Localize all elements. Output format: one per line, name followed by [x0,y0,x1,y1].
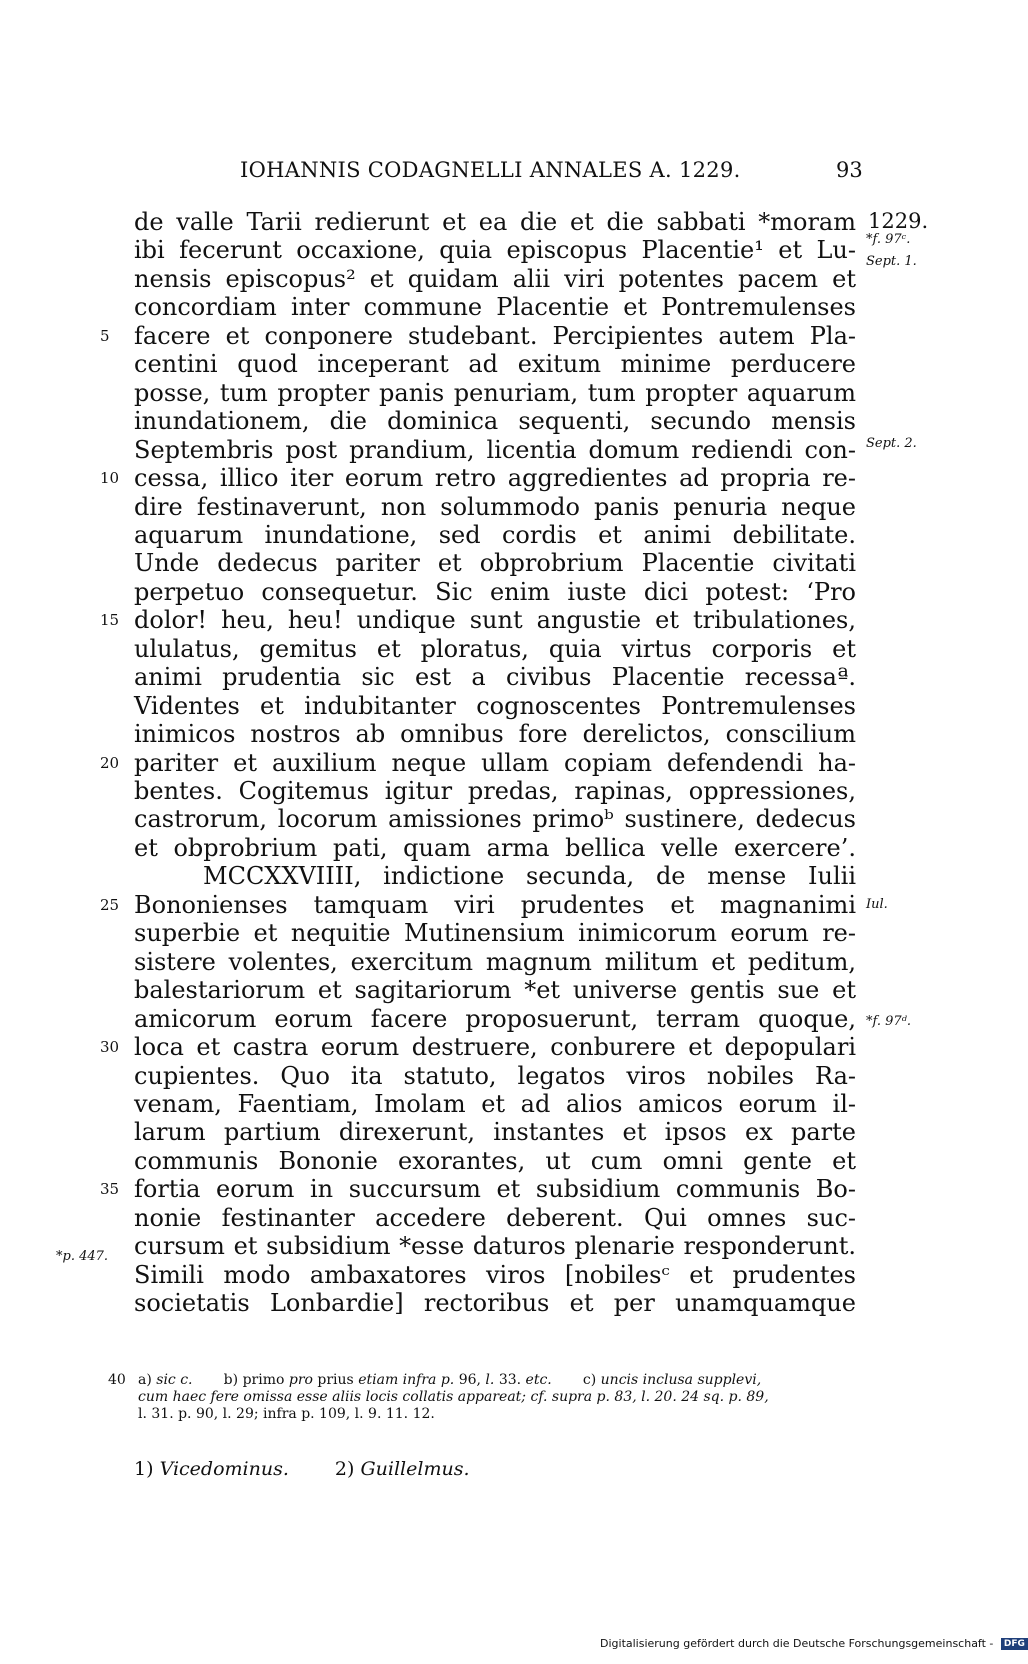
text-line: communis Bononie exorantes, ut cum omni gente et [134,1147,856,1175]
text-line: ibi fecerunt occaxione, quia episcopus Placentie¹ et Lu- [134,236,856,264]
text-line: castrorum, locorum amissiones primoᵇ sustinere, dedecus [134,805,856,833]
margin-note-sept-2: Sept. 2. [866,436,917,451]
author-notes [134,1458,510,1480]
footnote-b-etiam: etiam infra p. [358,1372,455,1388]
text-line: inimicos nostros ab omnibus fore derelictos, conscilium [134,720,856,748]
text-line: ululatus, gemitus et ploratus, quia virtus corporis et [134,635,856,663]
text-line: larum partium direxerunt, instantes et ipsos ex parte [134,1118,856,1146]
digitization-credit [600,1637,1025,1650]
footnote-c-continued: l. 31. p. 90, l. 29; infra p. 109, l. 9. 11. 12. [138,1406,435,1422]
text-line: cursum et subsidium *esse daturos plenarie responderunt. [134,1232,856,1260]
text-line: concordiam inter commune Placentie et Pontremulenses [134,293,856,321]
footnote-c-label: c) [582,1372,597,1388]
text-line: bentes. Cogitemus igitur predas, rapinas, oppressiones, [134,777,856,805]
text-line: MCCXXVIIII, indictione secunda, de mense Iulii [203,862,856,890]
footnote-b-prius: prius [317,1372,354,1388]
text-line: Bononienses tamquam viri prudentes et magnanimi [134,891,856,919]
margin-year: 1229. [868,209,929,233]
text-line: societatis Lonbardie] rectoribus et per unamquamque [134,1289,856,1317]
margin-note-sept-1: Sept. 1. [866,254,917,269]
footnote-b-etc: etc. [525,1372,552,1388]
text-line: cessa, illico iter eorum retro aggredientes ad propria re- [134,464,856,492]
footnote-row [108,1389,868,1406]
line-number: 35 [100,1180,120,1198]
footnote-row [108,1406,868,1423]
author-note [134,1458,289,1480]
footnote-b-label: b) [223,1372,239,1388]
text-line: Unde dedecus pariter et obprobrium Placentie civitati [134,549,856,577]
text-line: animi prudentia sic est a civibus Placentie recessaª. [134,663,856,691]
text-line: dolor! heu, heu! undique sunt angustie et tribulationes, [134,606,856,634]
line-number: 10 [100,469,120,487]
text-line: fortia eorum in succursum et subsidium communis Bo- [134,1175,856,1203]
line-number: 30 [100,1038,120,1056]
margin-note-iul: Iul. [866,897,888,912]
text-line: Videntes et indubitanter cognoscentes Pontremulenses [134,692,856,720]
text-line: venam, Faentiam, Imolam et ad alios amicos eorum il- [134,1090,856,1118]
page-number: 93 [836,158,863,182]
text-line: aquarum inundatione, sed cordis et animi debilitate. [134,521,856,549]
text-line: amicorum eorum facere proposuerunt, terram quoque, [134,1005,856,1033]
text-line: facere et conponere studebant. Percipientes autem Pla- [134,322,856,350]
author-note-name: Vicedominus. [159,1458,289,1480]
author-note-name: Guillelmus. [360,1458,470,1480]
margin-note-folio-97d: *f. 97ᵈ. [866,1014,911,1029]
text-line: balestariorum et sagitariorum *et universe gentis sue et [134,976,856,1004]
running-header-title: IOHANNIS CODAGNELLI ANNALES A. 1229. [240,158,741,182]
footnote-b-l: l. [485,1372,495,1388]
text-line: de valle Tarii redierunt et ea die et die sabbati *moram [134,208,856,236]
margin-note-folio-97c: *f. 97ᶜ. [866,232,911,247]
footnote-b-pro: pro [288,1372,313,1388]
text-line: pariter et auxilium neque ullam copiam defendendi ha- [134,749,856,777]
footnote-b-primo: primo [242,1372,285,1388]
author-note-number: 2) [334,1458,355,1480]
footnote-c-text: uncis inclusa supplevi, [600,1372,762,1388]
text-line: Septembris post prandium, licentia domum rediendi con- [134,436,856,464]
text-line: nensis episcopus² et quidam alii viri potentes pacem et [134,265,856,293]
footnote-line-number: 40 [108,1372,126,1388]
margin-note-page-447: *p. 447. [56,1249,109,1264]
text-line: inundationem, die dominica sequenti, secundo mensis [134,407,856,435]
line-number: 5 [100,327,110,345]
text-line: sistere volentes, exercitum magnum militum et peditum, [134,948,856,976]
critical-footnotes [108,1372,868,1423]
text-line: cupientes. Quo ita statuto, legatos viros nobiles Ra- [134,1062,856,1090]
text-line: nonie festinanter accedere deberent. Qui omnes suc- [134,1204,856,1232]
text-line: posse, tum propter panis penuriam, tum propter aquarum [134,379,856,407]
footnote-b-ref2: 33. [498,1372,522,1388]
text-line: dire festinaverunt, non solummodo panis penuria neque [134,493,856,521]
line-number: 25 [100,896,120,914]
footnote-b-ref: 96, [458,1372,481,1388]
line-number: 20 [100,754,120,772]
text-line: perpetuo consequetur. Sic enim iuste dici potest: ‘Pro [134,578,856,606]
text-line: loca et castra eorum destruere, conburere et depopulari [134,1033,856,1061]
dfg-logo: DFG [1001,1638,1028,1650]
text-line: centini quod inceperant ad exitum minime perducere [134,350,856,378]
text-line: superbie et nequitie Mutinensium inimicorum eorum re- [134,919,856,947]
text-line: Simili modo ambaxatores viros [nobilesᶜ et prudentes [134,1261,856,1289]
author-note-number: 1) [134,1458,154,1480]
footnote-c-continued: cum haec fere omissa esse aliis locis collatis appareat; cf. supra p. 83, l. 20. 24 sq. p. 89, [138,1389,769,1405]
footnote-a-text: sic c. [156,1372,193,1388]
footnote-a-label: a) [138,1372,152,1388]
digitization-text: Digitalisierung gefördert durch die Deutsche Forschungsgemeinschaft - [600,1637,994,1650]
footnote-row [108,1372,868,1389]
line-number: 15 [100,611,120,629]
text-line: et obprobrium pati, quam arma bellica velle exercere’. [134,834,856,862]
author-note [335,1458,470,1480]
